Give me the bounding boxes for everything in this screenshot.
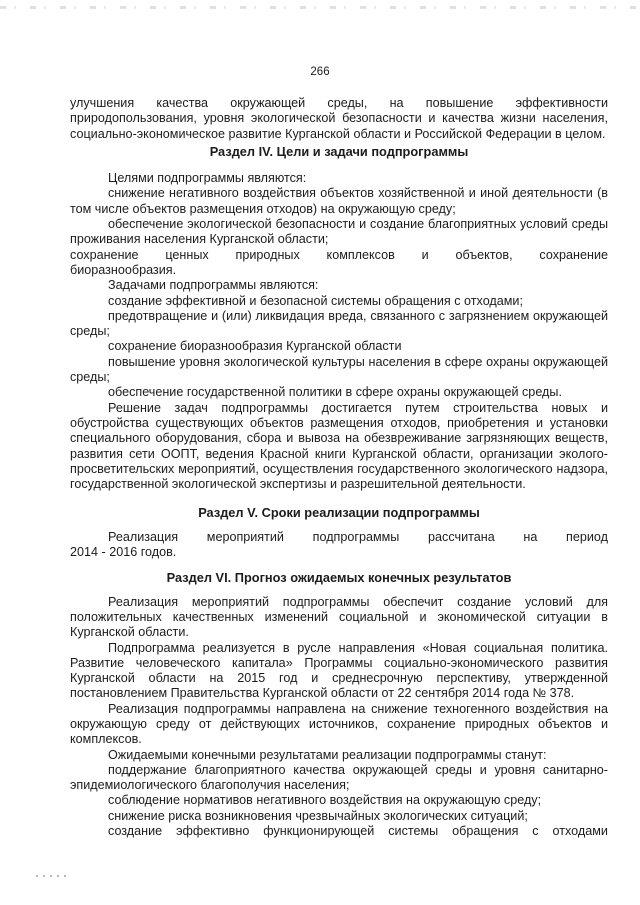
word: сохранение (539, 247, 608, 262)
word: природных (235, 247, 300, 262)
paragraph: соблюдение нормативов негативного воздействия на окружающую среду; (108, 793, 542, 808)
paragraph: повышение уровня экологической культуры населения в сфере охраны окружающей среды; (70, 354, 608, 385)
paragraph: Решение задач подпрограммы достигается путем строительства новых и обустройства существующих объектов размещения отходов, приобретения и установки специального оборудования, сбора и вывоза на обезвреживание загрязняющих веществ, развития сети ООПТ, ведения Красной книги Курганской области, организации эколого-просветительских мероприятий, осуществления государственного экологического надзора, государственной экологической экспертизы и разрешительной деятельности. (70, 400, 608, 492)
word: отходами (552, 824, 608, 839)
section-heading: Раздел V. Сроки реализации подпрограммы (198, 505, 480, 521)
paragraph: Целями подпрограммы являются: (108, 171, 307, 186)
word: комплексов (326, 247, 395, 262)
paragraph: обеспечение экологической безопасности и создание благоприятных условий среды проживания населения Курганской области; (70, 217, 608, 247)
justified-line (70, 530, 608, 545)
justified-line (70, 248, 608, 263)
word: сохранение (70, 247, 139, 262)
word: на (523, 529, 538, 544)
word: ценных (165, 247, 209, 262)
paragraph: снижение риска возникновения чрезвычайных экологических ситуаций; (108, 808, 528, 823)
scan-margin-marks (36, 875, 66, 877)
paragraph: Реализация мероприятий подпрограммы обеспечит создание условий для положительных качественных изменений социальной и экономической ситуации в Курганской области. (70, 594, 608, 640)
page-number: 266 (310, 66, 330, 78)
paragraph: Задачами подпрограммы являются: (108, 278, 319, 293)
paragraph: 2014 - 2016 годов. (70, 545, 177, 560)
word: рассчитана (428, 529, 495, 544)
word: системы (388, 824, 439, 839)
section-heading: Раздел VI. Прогноз ожидаемых конечных результатов (166, 570, 512, 586)
word: эффективно (176, 824, 250, 839)
word: обращения (452, 824, 519, 839)
scan-edge-artifact (0, 6, 640, 9)
document-body (70, 96, 608, 839)
paragraph: Реализация подпрограммы направлена на снижение техногенного воздействия на окружающую среду от действующих источников, сохранение природных объектов и комплексов. (70, 701, 608, 747)
word: функционирующей (263, 824, 375, 839)
paragraph: Подпрограмма реализуется в русле направления «Новая социальная политика. Развитие человеческого капитала» Программы социально-экономического развития Курганской области на 2015 год и среднесрочную перспективу, утвержденной постановлением Правительства Курганской области от 22 сентября 2014 года № 378. (70, 640, 608, 701)
paragraph: снижение негативного воздействия объектов хозяйственной и иной деятельности (в том числе объектов размещения отходов) на окружающую среду; (70, 186, 608, 216)
paragraph: предотвращение и (или) ликвидация вреда, связанного с загрязнением окружающей среды; (70, 308, 608, 339)
paragraph: Ожидаемыми конечными результатами реализации подпрограммы станут: (108, 747, 547, 762)
justified-line (70, 824, 608, 839)
word: мероприятий (206, 529, 284, 544)
word: подпрограммы (312, 529, 400, 544)
paragraph: улучшения качества окружающей среды, на повышение эффективности природопользования, уровня экологической безопасности и качества жизни населения, социально-экономическое развитие Курганской области и Российской Федерации в целом. (70, 96, 608, 141)
word: Реализация (108, 529, 179, 544)
paragraph: создание эффективной и безопасной системы обращения с отходами; (108, 293, 523, 308)
word: с (532, 824, 539, 839)
word: период (566, 529, 608, 544)
word: и (421, 247, 429, 262)
paragraph: обеспечение государственной политики в сфере охраны окружающей среды. (108, 385, 562, 400)
paragraph: сохранение биоразнообразия Курганской области (108, 339, 402, 354)
paragraph: биоразнообразия. (70, 262, 177, 277)
word: создание (108, 824, 163, 839)
section-heading: Раздел IV. Цели и задачи подпрограммы (209, 143, 469, 159)
word: объектов, (455, 247, 513, 262)
paragraph: поддержание благоприятного качества окружающей среды и уровня санитарно-эпидемиологического благополучия населения; (70, 762, 608, 793)
